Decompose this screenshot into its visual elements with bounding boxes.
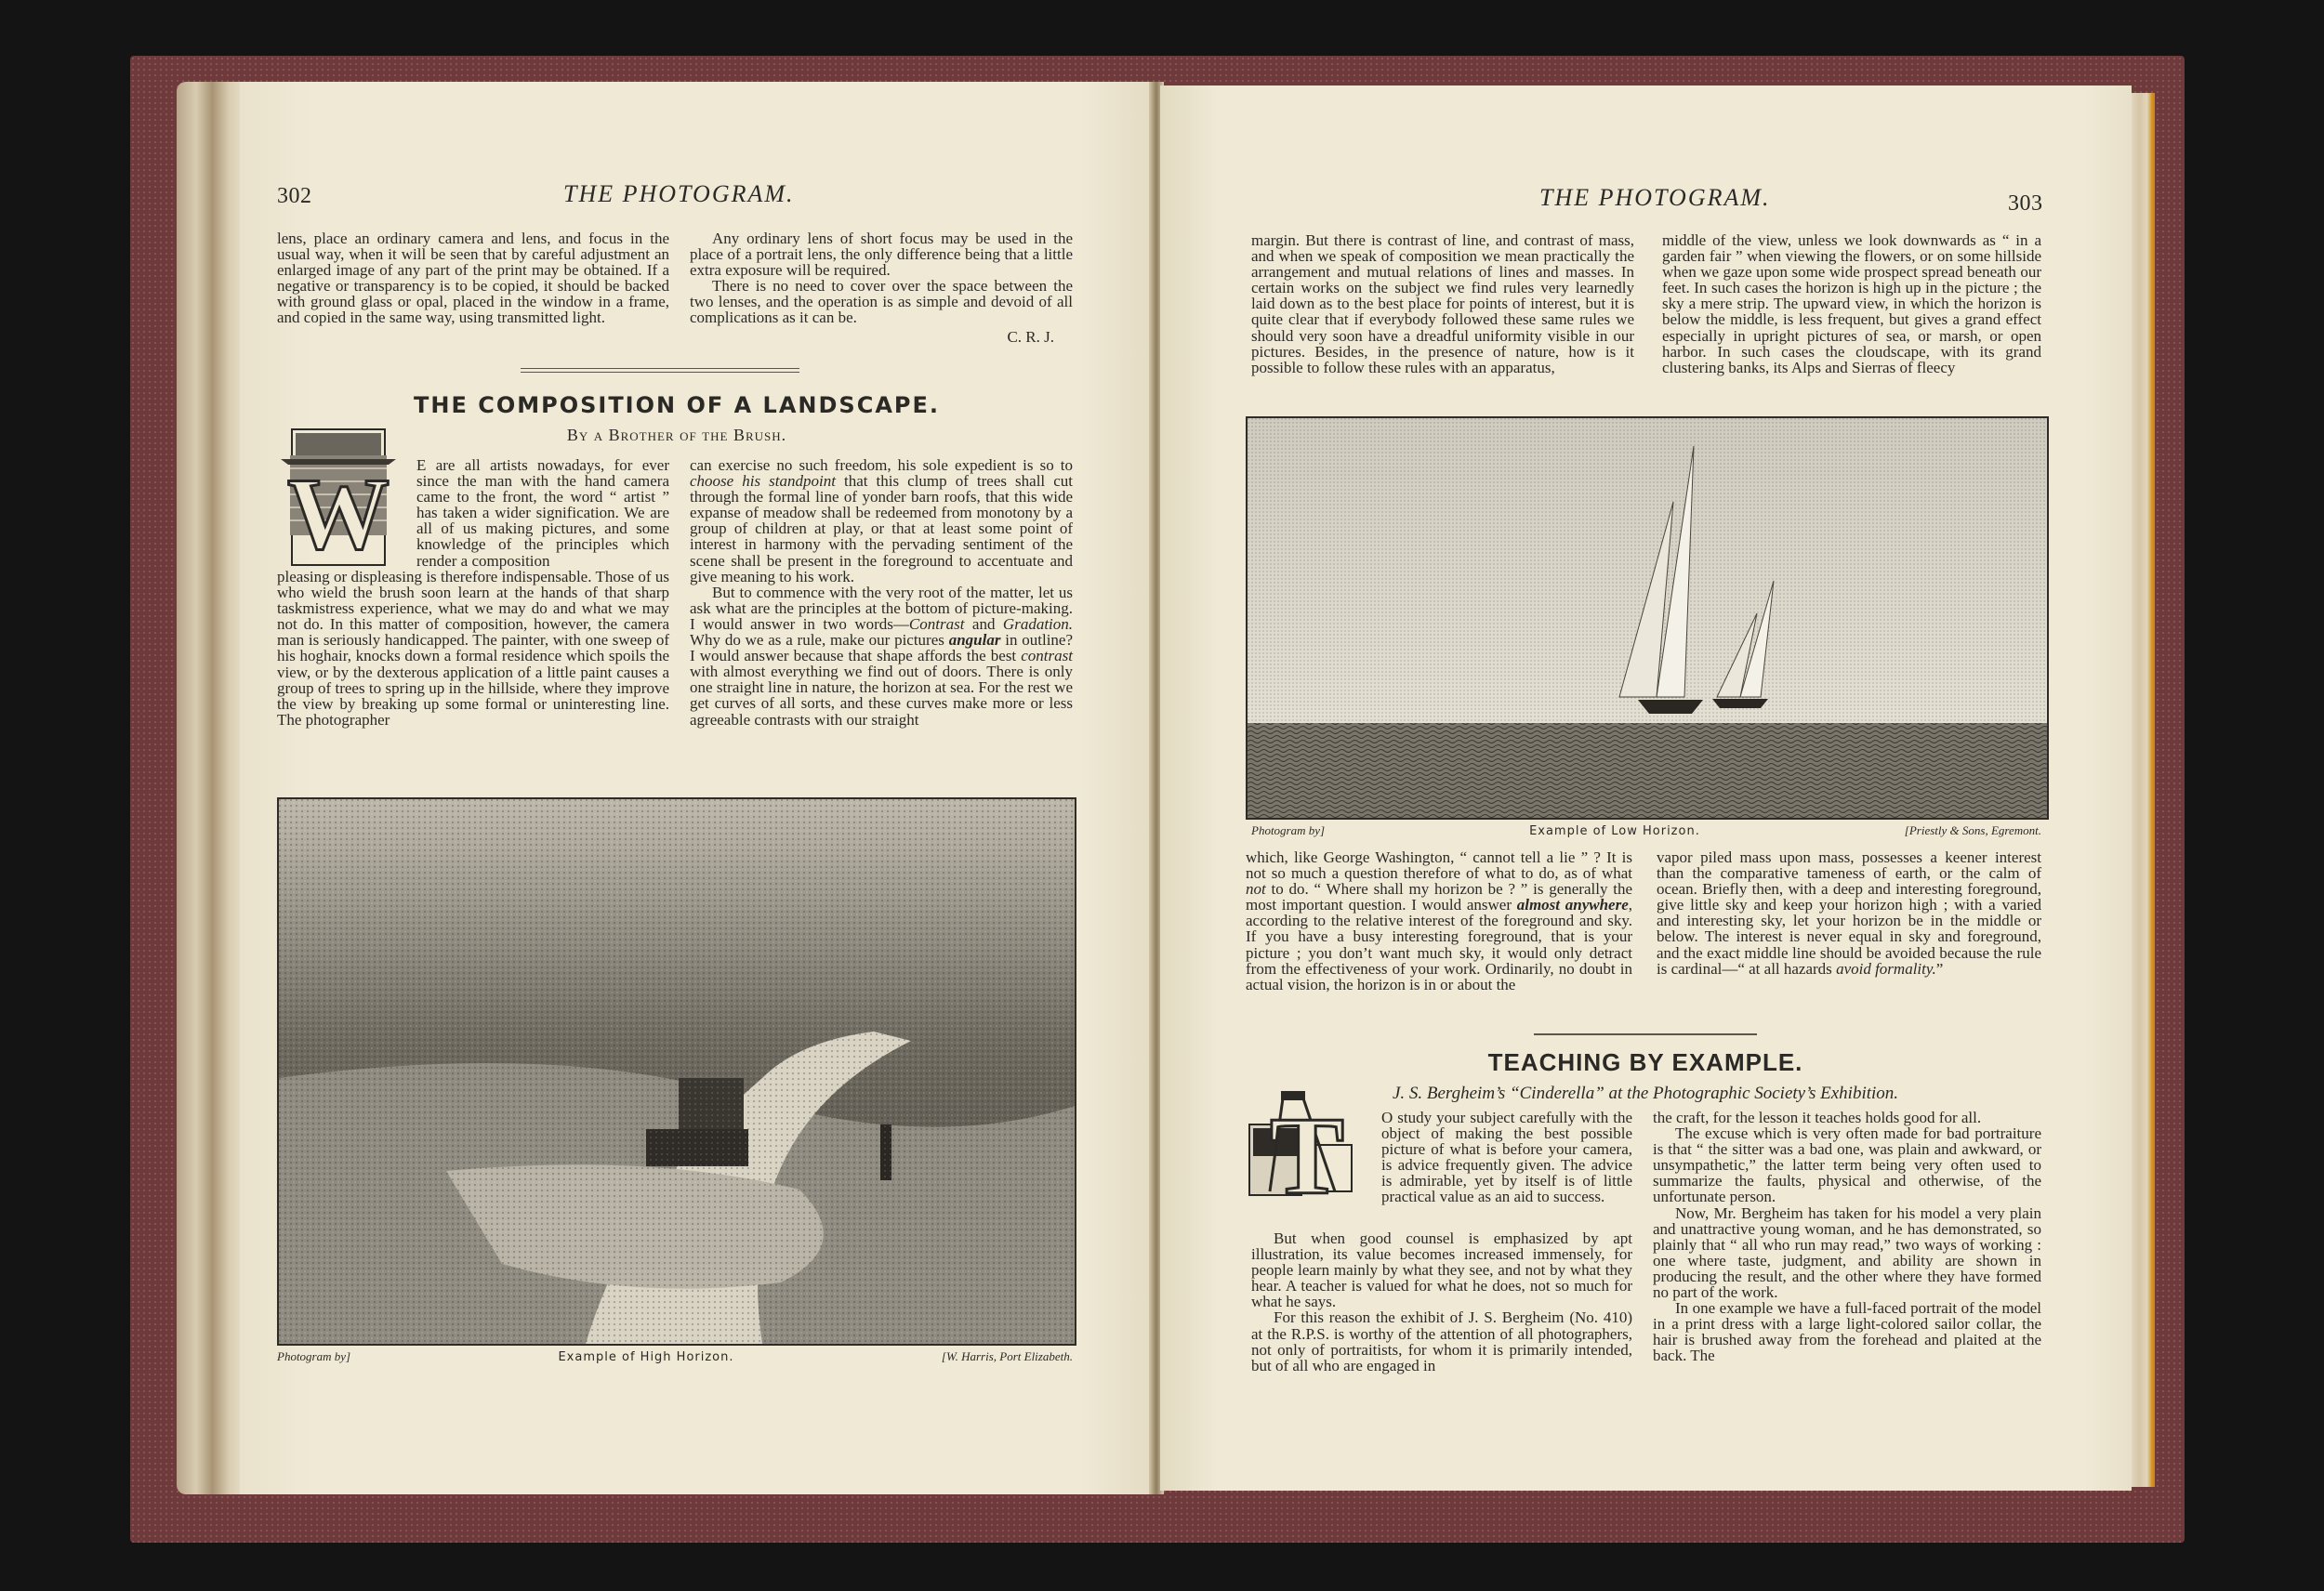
divider-rule [1534,1033,1757,1035]
article2-col1-lead [1381,1110,1632,1205]
paragraph: middle of the view, unless we look downwards as “ in a garden fair ” when viewing the flowers, or on some hillside when we gaze upon some wide prospect spread beneath our feet. In such cases the horizon is high up in the picture ; the sky a mere strip. The upward view, in which the horizon is below the middle, is less frequent, but gives a grand effect especially in upright pictures of sea, or marsh, or open harbor. In such cases the cloudscape, with its grand clustering banks, its Alps and Sierras of fleecy [1662,231,2041,376]
paragraph: There is no need to cover over the space between the two lenses, and the operation is as simple and devoid of all complications as it can be. [690,277,1073,327]
running-head-right: THE PHOTOGRAM. [1539,184,1771,211]
article2-col2 [1653,1110,2041,1364]
divider-rule [521,368,799,373]
signature: C. R. J. [1007,327,1054,346]
right-mid-col1 [1246,849,1632,993]
paragraph: the craft, for the lesson it teaches holds good for all. [1653,1109,1982,1126]
photo-high-horizon [277,797,1076,1346]
paragraph: pleasing or displeasing is therefore indispensable. Those of us who wield the brush soon learn at the hands of that sharp taskmistress experience, what we may do and what we may not do. In this matter of composition, however, the camera man is seriously handicapped. The painter, with one sweep of his hoghair, knocks down a formal residence which spoils the view, or by the dexterous application of a little paint causes a group of trees to spring up in the hillside, where they improve the view by breaking up some formal or uninteresting line. The photographer [277,568,669,729]
figure-caption-left [277,1349,1073,1364]
paragraph: O study your subject carefully with the object of making the best possible picture of what is before your camera, is advice frequently given. The advice is admirable, yet by itself is of little practical value as an aid to success. [1381,1109,1632,1206]
right-mid-col2 [1657,849,2041,977]
paragraph: But when good counsel is emphasized by apt illustration, its value becomes increased immensely, for people learn mainly by what they see, and not by what they hear. A teacher is valued for what he does, not so much for what he says. [1251,1229,1632,1311]
photo-low-horizon [1246,416,2049,820]
landscape-photo-image [279,799,1075,1344]
page-block-right [2129,93,2155,1487]
paragraph: In one example we have a full-faced portrait of the model in a print dress with a large light-colored sailor collar, the hair is brushed away from the forehead and plaited at the back. The [1653,1299,2041,1365]
drop-cap-w-icon [279,427,398,567]
paragraph: vapor piled mass upon mass, possesses a keener interest than the comparative tameness of earth, or the calm of ocean. Briefly then, with a deep and interesting foreground, give little sky and keep your horizon high ; with a varied and interesting sky, let your horizon be in the middle or below. The interest is never equal in sky and foreground, and the exact middle line should be avoided because the rule is cardinal—“ at all hazards avoid formality.” [1657,848,2041,978]
figure-caption-right [1251,823,2041,838]
paragraph: which, like George Washington, “ cannot tell a lie ” ? It is not so much a question therefore of what to do, as of what not to do. “ Where shall my horizon be ? ” is generally the most important question. I would answer almost anywhere, according to the relative interest of the foreground and sky. If you have a busy interesting foreground, that is your picture ; you don’t want much sky, it would only detract from the effectiveness of your work. Ordinarily, no doubt in actual vision, the horizon is in or about the [1246,848,1632,993]
caption-text: Example of High Horizon. [558,1349,734,1364]
paragraph: lens, place an ordinary camera and lens, and focus in the usual way, when it will be seen that by careful adjustment an enlarged image of any part of the print may be obtained. If a negative or transparency is to be copied, it should be backed with ground glass or opal, placed in the window in a frame, and copied in the same way, using transmitted light. [277,230,669,327]
page-block-left [177,82,242,1494]
article2-col1 [1251,1230,1632,1374]
photo-credit-name: [W. Harris, Port Elizabeth. [941,1349,1073,1363]
seascape-photo-image [1248,418,2047,818]
prev-article-col1 [277,230,669,326]
paragraph: The excuse which is very often made for bad portraiture is that “ the sitter was a bad one, was plain and awkward, or unsympathetic,” the latter term being very often used to summarize the faults, physical and otherwise, of the unfortunate person. [1653,1124,2041,1206]
article-col1 [277,569,669,728]
paragraph: can exercise no such freedom, his sole expedient is so to choose his standpoint that this clump of trees shall cut through the formal line of yonder barn roofs, that this wide expanse of meadow shall be redeemed from monotony by a group of children at play, or that at least some point of interest in harmony with the pervading sentiment of the scene shall be present in the foreground to accentuate and give meaning to his work. [690,456,1073,585]
article2-title: TEACHING BY EXAMPLE. [1487,1048,1803,1076]
page-number-right: 303 [2008,191,2043,216]
article-title: THE COMPOSITION OF A LANDSCAPE. [414,392,940,418]
photo-credit-label: Photogram by] [1251,823,1326,837]
prev-article-col2 [690,230,1073,345]
paragraph: For this reason the exhibit of J. S. Bergheim (No. 410) at the R.P.S. is worthy of the attention of all photographers, not only of portraitists, for whom it is primarily intended, but of all who are engaged in [1251,1308,1632,1374]
drop-cap-t-icon [1246,1089,1371,1203]
article-byline: By a Brother of the Brush. [566,426,787,444]
paragraph: margin. But there is contrast of line, and contrast of mass, and when we speak of composition we mean practically the arrangement and mutual relations of lines and masses. In certain works on the subject we find rules very learnedly laid down as to the best place for points of interest, but it is quite clear that if everybody followed these same rules we should very soon have a dreadful uniformity visible in our pictures. Besides, in the presence of nature, how is it possible to follow these rules with an apparatus, [1251,231,1634,376]
article2-subtitle: J. S. Bergheim’s “Cinderella” at the Photographic Society’s Exhibition. [1392,1084,1899,1103]
photo-credit-label: Photogram by] [277,1349,351,1363]
running-head-left: THE PHOTOGRAM. [563,180,795,207]
paragraph: Any ordinary lens of short focus may be used in the place of a portrait lens, the only difference being that a little extra exposure will be required. [690,230,1073,280]
paragraph: E are all artists nowadays, for ever since the man with the hand camera came to the front, the word “ artist ” has taken a wider signification. We are all of us making pictures, and some knowledge of the principles which render a composition [416,456,669,570]
svg-text:T: T [1269,1094,1345,1203]
page-number-left: 302 [277,184,312,208]
photo-credit-name: [Priestly & Sons, Egremont. [1904,823,2041,837]
right-top-col2 [1662,232,2041,375]
paragraph: Now, Mr. Bergheim has taken for his model a very plain and unattractive young woman, and he has demonstrated, so plainly that “ all who run may read,” two ways of working : one where taste, judgment, and ability are shown in producing the result, and the other where they have formed no part of the work. [1653,1203,2041,1302]
article-col1-lead [416,457,669,569]
paragraph: But to commence with the very root of the matter, let us ask what are the principles at the bottom of picture-making. I would answer in two words—Contrast and Gradation. Why do we as a rule, make our pictures angular in outline? I would answer because that shape affords the best contrast with almost everything we find out of doors. There is only one straight line in nature, the horizon at sea. For the rest we get curves of all sorts, and these curves make more or less agreeable contrasts with our straight [690,583,1074,729]
caption-text: Example of Low Horizon. [1529,823,1700,838]
right-top-col1 [1251,232,1634,375]
svg-text:W: W [287,457,390,567]
article-col2 [690,457,1073,728]
